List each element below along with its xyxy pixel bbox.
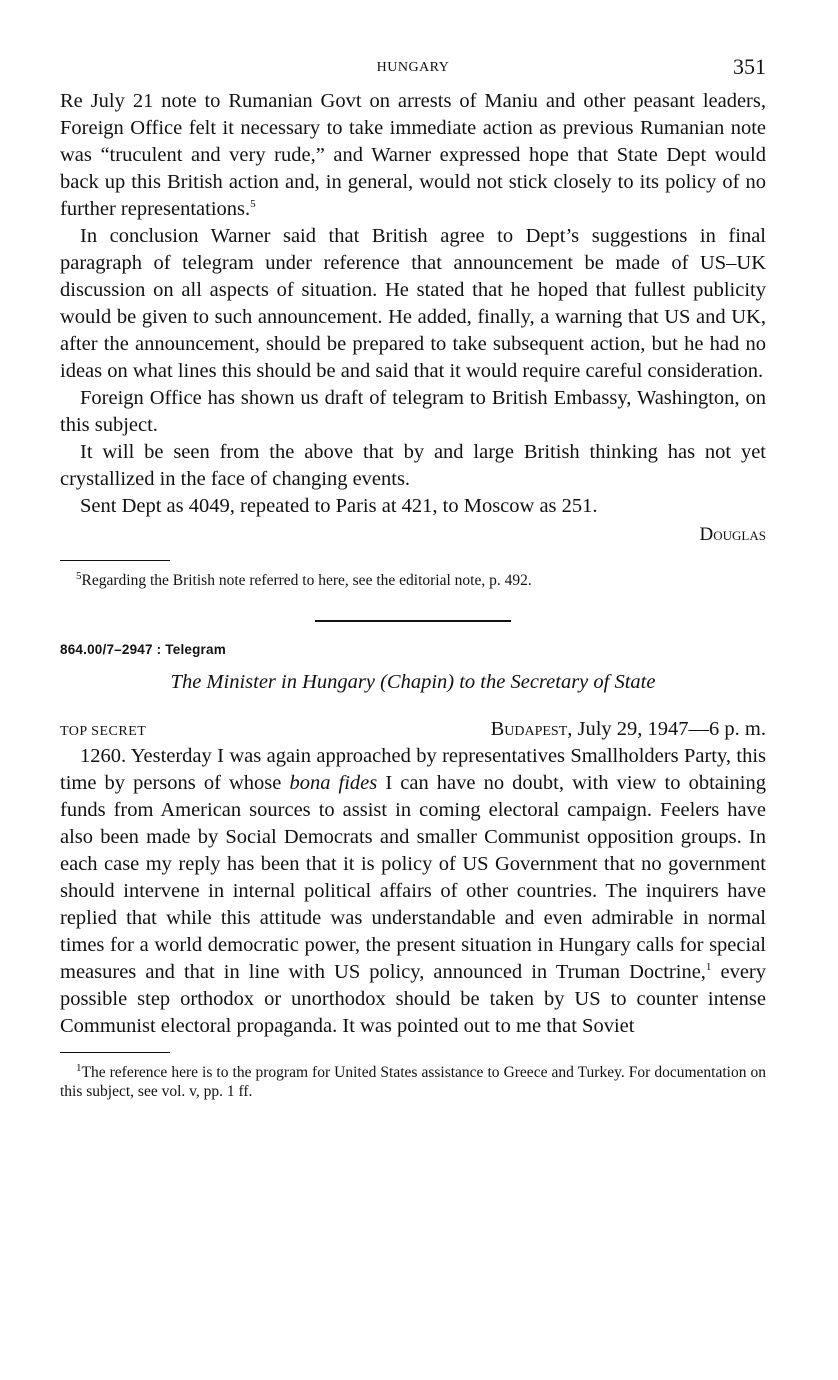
document-title: The Minister in Hungary (Chapin) to the Secretary of State <box>170 671 656 693</box>
footnote-rule <box>60 1052 170 1053</box>
body-text: every possible step orthodox or unorthodox should be taken by US to counter intense Communist electoral propaganda. It was pointed out to me that Soviet <box>60 961 766 1037</box>
date: , July 29, 1947—6 p. m. <box>567 718 766 740</box>
telegram-body <box>60 743 766 1040</box>
footnote-marker: 1 <box>705 961 712 974</box>
footnote-rule <box>60 560 170 561</box>
paragraph: In conclusion Warner said that British agree to Dept’s suggestions in final paragraph of telegram under reference that announcement be made of US–UK discussion on all aspects of situation. He stated that he hoped that fullest publicity would be given to such announcement. He added, finally, a warning that US and UK, after the announcement, should be prepared to take subsequent action, but he had no ideas on what lines this should be and said that it would require careful consideration. <box>60 225 766 382</box>
place: Budapest <box>490 718 568 740</box>
footnote <box>60 571 766 590</box>
dateline <box>60 716 766 743</box>
footnote-marker: 5 <box>250 198 256 211</box>
page-header <box>60 54 766 88</box>
file-reference: 864.00/7–2947 : Telegram <box>60 642 226 657</box>
running-head: HUNGARY <box>376 60 450 75</box>
continued-paragraph <box>60 88 766 223</box>
paragraph: It will be seen from the above that by and large British thinking has not yet crystallized in the face of changing events. <box>60 441 766 490</box>
body-italic: bona fides <box>289 772 378 794</box>
paragraph: Foreign Office has shown us draft of telegram to British Embassy, Washington, on this subject. <box>60 387 766 436</box>
body-text: I can have no doubt, with view to obtaining funds from American sources to assist in coming electoral campaign. Feelers have also been made by Social Democrats and smaller Communist opposition groups. In each case my reply has been that it is policy of US Government that no government should intervene in internal political affairs of other countries. The inquirers have replied that while this attitude was understandable and even admirable in normal times for a world democratic power, the present situation in Hungary calls for special measures and that in line with US policy, announced in Truman Doctrine, <box>60 772 767 983</box>
footnote-text: The reference here is to the program for United States assistance to Greece and Turkey. For documentation on this subject, see vol. v, pp. 1 ff. <box>60 1064 766 1100</box>
classification: TOP SECRET <box>60 724 147 739</box>
place-date <box>491 716 766 743</box>
page-number: 351 <box>733 54 766 79</box>
body-text: 1260. Yesterday I was again approached by representatives Smallholders Party, this time by persons of whose <box>60 745 766 794</box>
footnote-marker: 1 <box>76 1061 82 1074</box>
signature: Douglas <box>699 524 766 545</box>
footnote-text: Regarding the British note referred to here, see the editorial note, p. 492. <box>81 572 532 589</box>
section-divider <box>315 620 511 622</box>
footnote <box>60 1063 766 1101</box>
page <box>60 54 766 1101</box>
paragraph-text: Re July 21 note to Rumanian Govt on arrests of Maniu and other peasant leaders, Foreign Office felt it necessary to take immediate action as previous Rumanian note was “truculent and very rude,” and Warner expressed hope that State Dept would back up this British action and, in general, would not stick closely to its policy of no further representations. <box>60 90 766 220</box>
footnote-marker: 5 <box>76 569 82 582</box>
paragraph: Sent Dept as 4049, repeated to Paris at 421, to Moscow as 251. <box>80 495 598 517</box>
